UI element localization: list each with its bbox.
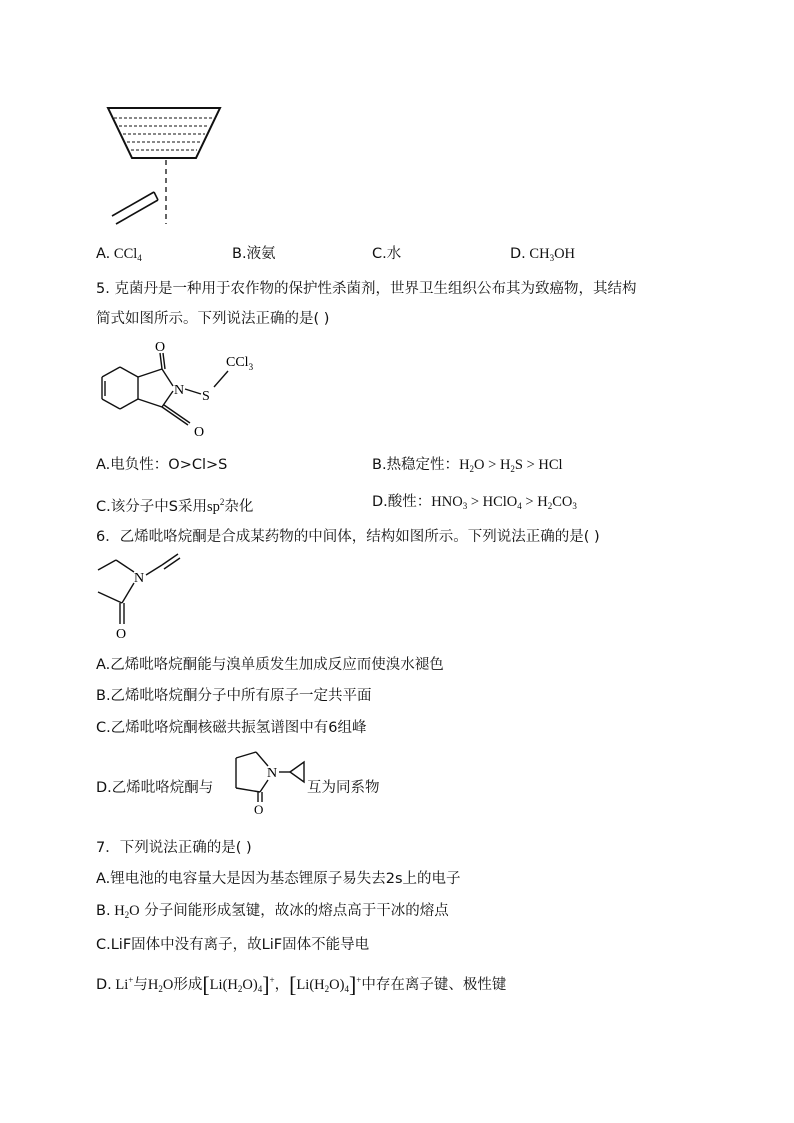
q6-option-d-post: 互为同系物 (307, 780, 380, 796)
q5-n-label: N (174, 383, 185, 398)
q5-stem-line1: 5. 克菌丹是一种用于农作物的保护性杀菌剂，世界卫生组织公布其为致癌物，其结构 (96, 281, 637, 297)
q4-option-d: D. $CH_3OH$ (510, 246, 576, 263)
q6-o-label: O (116, 627, 127, 642)
q6-stem: 6．乙烯吡咯烷酮是合成某药物的中间体，结构如图所示。下列说法正确的是( ) (96, 529, 600, 545)
q5-ccl-label: CCl$_3$ (226, 355, 254, 372)
q5-option-d: D.酸性：$HNO_3$ > HClO$_4$ > $H_2CO_3$ (372, 494, 577, 511)
q4-apparatus-figure (100, 100, 240, 235)
q4-option-a: A. CCl$_4$ (96, 246, 142, 263)
q6-option-a: A.乙烯吡咯烷酮能与溴单质发生加成反应而使溴水褪色 (96, 657, 444, 673)
q7-stem: 7．下列说法正确的是( ) (96, 840, 252, 856)
q5-s-label: S (202, 389, 210, 404)
q5-stem-line2: 简式如图所示。下列说法正确的是( ) (96, 311, 330, 327)
charged-rod (112, 192, 158, 224)
q7-option-b: B. $H_2O$ 分子间能形成氢键，故冰的熔点高于干冰的熔点 (96, 903, 449, 920)
q5-captan-structure (90, 335, 290, 450)
q5-option-a: A.电负性：O>Cl>S (96, 457, 228, 473)
q6-d-o-label: O (254, 802, 264, 814)
q6-n-label: N (134, 571, 145, 586)
q4-option-c: C.水 (372, 246, 402, 262)
q6-option-d-structure (222, 746, 312, 814)
q6-d-n-label: N (267, 766, 278, 781)
q7-option-d: D. Li+与$H_2O$形成$[Li(H_2O)_4]^+$，$[Li(H_2O)_4]^+$中存在离子键、极性键 (96, 972, 507, 997)
q5-o-bottom-label: O (194, 425, 205, 440)
q7-option-c: C.LiF固体中没有离子，故LiF固体不能导电 (96, 937, 370, 953)
q5-option-c: C.该分子中S采用$sp^2$杂化 (96, 497, 254, 515)
q4-option-b: B.液氨 (232, 246, 276, 262)
q6-option-b: B.乙烯吡咯烷酮分子中所有原子一定共平面 (96, 688, 372, 704)
q6-option-c: C.乙烯吡咯烷酮核磁共振氢谱图中有6组峰 (96, 720, 367, 736)
q6-option-d-pre: D.乙烯吡咯烷酮与 (96, 780, 214, 796)
q5-o-top-label: O (155, 340, 166, 355)
q7-option-a: A.锂电池的电容量大是因为基态锂原子易失去2s上的电子 (96, 871, 461, 887)
q6-vinylpyrrolidone-structure (90, 552, 200, 647)
q5-option-b: B.热稳定性：$H_2O > H_2S$ > HCl (372, 457, 563, 474)
liquid-dashes (114, 118, 214, 150)
